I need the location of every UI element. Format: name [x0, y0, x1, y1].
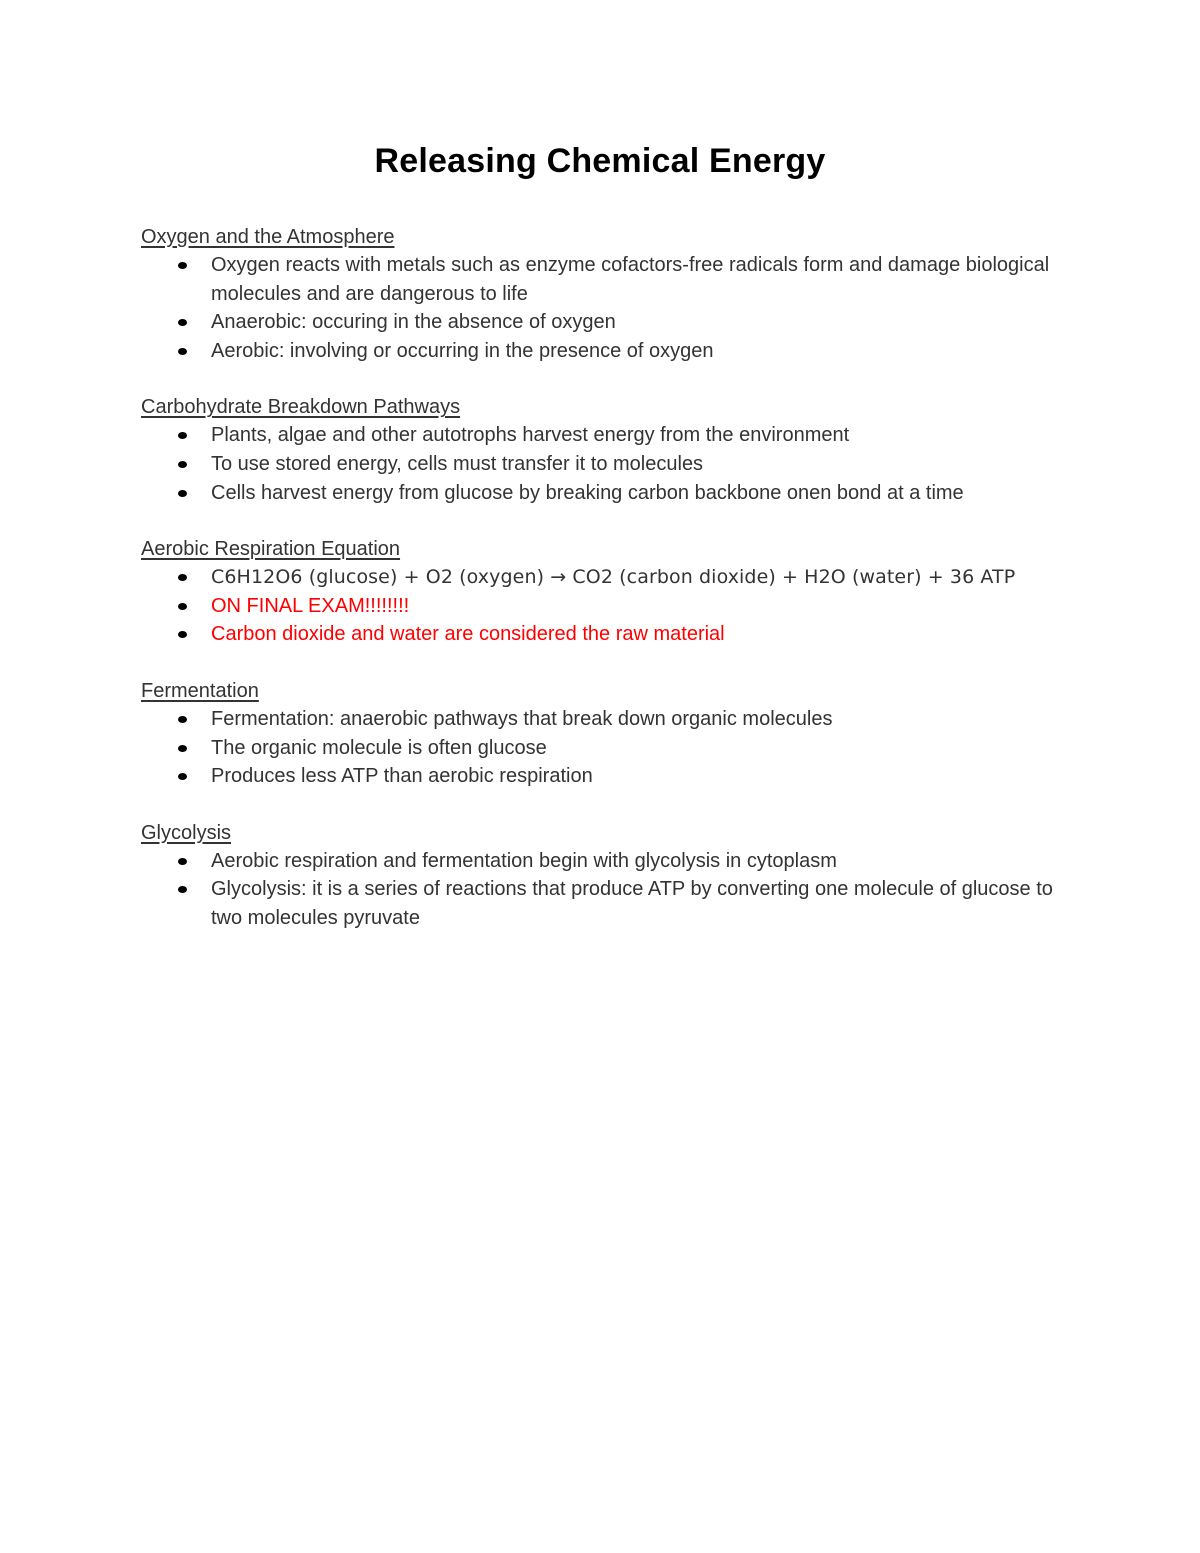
- list-item: [141, 847, 1059, 876]
- bullet-dot-icon: [178, 773, 187, 780]
- bullet-dot-icon: [178, 745, 187, 752]
- list-item-text: Aerobic: involving or occurring in the presence of oxygen: [211, 339, 714, 362]
- bullet-dot-icon: [178, 858, 187, 865]
- section-carbohydrate-breakdown: [141, 393, 1059, 507]
- list-item-text: To use stored energy, cells must transfer it to molecules: [211, 452, 704, 475]
- list-item: [141, 705, 1059, 734]
- section-oxygen-atmosphere: [141, 223, 1059, 365]
- bullet-dot-icon: [178, 886, 187, 893]
- equation-item: [141, 563, 1059, 592]
- list-item-text: ON FINAL EXAM!!!!!!!!: [211, 594, 410, 617]
- bullet-dot-icon: [178, 574, 187, 581]
- list-item: [141, 450, 1059, 479]
- bullet-list: [141, 705, 1059, 791]
- list-item: [141, 251, 1059, 308]
- bullet-dot-icon: [178, 716, 187, 723]
- section-heading: Glycolysis: [141, 821, 232, 844]
- list-item-text: Anaerobic: occuring in the absence of oxygen: [211, 311, 616, 334]
- list-item-text: Aerobic respiration and fermentation begin with glycolysis in cytoplasm: [211, 849, 837, 872]
- list-item: [141, 479, 1059, 508]
- highlighted-item: [141, 592, 1059, 621]
- bullet-dot-icon: [178, 603, 187, 610]
- list-item: [141, 734, 1059, 763]
- section-glycolysis: [141, 819, 1059, 933]
- list-item: [141, 875, 1059, 932]
- bullet-dot-icon: [178, 432, 187, 439]
- section-aerobic-respiration-equation: [141, 535, 1059, 649]
- list-item-text: Glycolysis: it is a series of reactions that produce ATP by converting one molecule of glucose to two molecules pyruvate: [211, 878, 1053, 929]
- bullet-list: [141, 251, 1059, 365]
- bullet-dot-icon: [178, 262, 187, 269]
- section-heading: Carbohydrate Breakdown Pathways: [141, 396, 461, 419]
- bullet-list: [141, 563, 1059, 649]
- bullet-dot-icon: [178, 631, 187, 638]
- list-item-text: The organic molecule is often glucose: [211, 736, 547, 759]
- bullet-dot-icon: [178, 461, 187, 468]
- section-fermentation: [141, 677, 1059, 791]
- highlighted-item: [141, 620, 1059, 649]
- section-heading: Fermentation: [141, 679, 259, 702]
- bullet-dot-icon: [178, 490, 187, 497]
- bullet-dot-icon: [178, 348, 187, 355]
- list-item-text: Produces less ATP than aerobic respiration: [211, 765, 593, 788]
- list-item-text: Oxygen reacts with metals such as enzyme cofactors-free radicals form and damage biological molecules and are dangerous to life: [211, 254, 1050, 305]
- list-item-text: Carbon dioxide and water are considered the raw material: [211, 623, 725, 646]
- section-heading: Aerobic Respiration Equation: [141, 538, 401, 561]
- section-heading: Oxygen and the Atmosphere: [141, 226, 395, 248]
- list-item-text: Fermentation: anaerobic pathways that break down organic molecules: [211, 707, 833, 730]
- list-item: [141, 308, 1059, 337]
- list-item-text: Cells harvest energy from glucose by breaking carbon backbone onen bond at a time: [211, 481, 964, 504]
- bullet-list: [141, 847, 1059, 933]
- document-title: Releasing Chemical Energy: [374, 142, 826, 180]
- list-item: [141, 762, 1059, 791]
- bullet-dot-icon: [178, 319, 187, 326]
- list-item: [141, 421, 1059, 450]
- document-page: [141, 141, 1059, 961]
- list-item-text: C6H12O6 (glucose) + O2 (oxygen) → CO2 (carbon dioxide) + H2O (water) + 36 ATP: [211, 566, 1016, 589]
- list-item-text: Plants, algae and other autotrophs harvest energy from the environment: [211, 424, 850, 447]
- list-item: [141, 337, 1059, 366]
- bullet-list: [141, 421, 1059, 507]
